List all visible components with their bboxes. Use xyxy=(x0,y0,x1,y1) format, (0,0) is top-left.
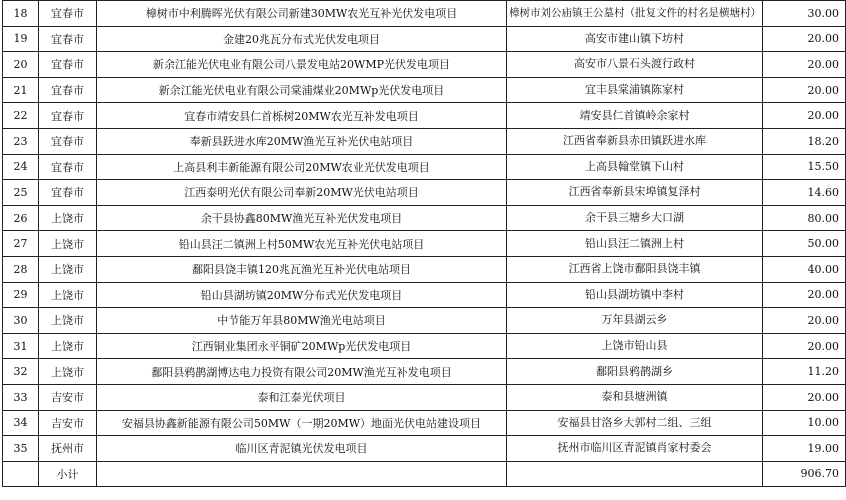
row-project-name: 临川区青泥镇光伏发电项目 xyxy=(97,436,507,462)
row-capacity: 15.50 xyxy=(763,154,846,180)
row-location: 泰和县塘洲镇 xyxy=(507,384,763,410)
row-city: 宜春市 xyxy=(39,77,97,103)
row-capacity: 20.00 xyxy=(763,333,846,359)
row-location: 安福县甘洛乡大郭村二组、三组 xyxy=(507,410,763,436)
row-number: 31 xyxy=(3,333,39,359)
table-row xyxy=(3,410,846,436)
row-capacity: 19.00 xyxy=(763,436,846,462)
row-capacity: 20.00 xyxy=(763,26,846,52)
row-number: 30 xyxy=(3,308,39,334)
row-number: 26 xyxy=(3,205,39,231)
table-row xyxy=(3,231,846,257)
table-row xyxy=(3,128,846,154)
row-city: 抚州市 xyxy=(39,436,97,462)
row-project-name: 江西泰明光伏有限公司奉新20MW光伏电站项目 xyxy=(97,180,507,206)
subtotal-row xyxy=(3,461,846,487)
row-location: 抚州市临川区青泥镇肖家村委会 xyxy=(507,436,763,462)
row-project-name: 江西铜业集团永平铜矿20MWp光伏发电项目 xyxy=(97,333,507,359)
row-number: 20 xyxy=(3,52,39,78)
row-city: 上饶市 xyxy=(39,359,97,385)
row-location: 江西省奉新县宋埠镇复泽村 xyxy=(507,180,763,206)
row-number: 21 xyxy=(3,77,39,103)
row-capacity: 20.00 xyxy=(763,282,846,308)
row-city: 上饶市 xyxy=(39,333,97,359)
subtotal-no-cell xyxy=(3,461,39,487)
row-location: 上饶市铅山县 xyxy=(507,333,763,359)
row-location: 宜丰县棠浦镇陈家村 xyxy=(507,77,763,103)
row-city: 吉安市 xyxy=(39,410,97,436)
row-number: 34 xyxy=(3,410,39,436)
row-capacity: 14.60 xyxy=(763,180,846,206)
row-capacity: 20.00 xyxy=(763,103,846,129)
row-number: 32 xyxy=(3,359,39,385)
table-row xyxy=(3,77,846,103)
table-row xyxy=(3,180,846,206)
table-row xyxy=(3,333,846,359)
row-project-name: 金建20兆瓦分布式光伏发电项目 xyxy=(97,26,507,52)
row-number: 24 xyxy=(3,154,39,180)
row-project-name: 上高县利丰新能源有限公司20MW农业光伏发电项目 xyxy=(97,154,507,180)
row-number: 25 xyxy=(3,180,39,206)
table-row xyxy=(3,308,846,334)
row-capacity: 11.20 xyxy=(763,359,846,385)
row-number: 28 xyxy=(3,256,39,282)
row-location: 高安市建山镇下坊村 xyxy=(507,26,763,52)
row-capacity: 50.00 xyxy=(763,231,846,257)
table-row xyxy=(3,103,846,129)
row-project-name: 新余江能光伏电业有限公司棠浦煤业20MWp光伏发电项目 xyxy=(97,77,507,103)
row-number: 18 xyxy=(3,1,39,27)
row-city: 吉安市 xyxy=(39,384,97,410)
row-city: 宜春市 xyxy=(39,103,97,129)
row-location: 鄱阳县鸦鹊湖乡 xyxy=(507,359,763,385)
table-row xyxy=(3,154,846,180)
row-capacity: 20.00 xyxy=(763,384,846,410)
project-table-body xyxy=(3,1,846,462)
row-city: 上饶市 xyxy=(39,205,97,231)
table-row xyxy=(3,205,846,231)
row-city: 宜春市 xyxy=(39,1,97,27)
table-row xyxy=(3,282,846,308)
row-capacity: 20.00 xyxy=(763,52,846,78)
row-project-name: 宜春市靖安县仁首栎树20MW农光互补发电项目 xyxy=(97,103,507,129)
row-capacity: 30.00 xyxy=(763,1,846,27)
row-city: 宜春市 xyxy=(39,180,97,206)
row-location: 江西省奉新县赤田镇跃进水库 xyxy=(507,128,763,154)
table-row xyxy=(3,256,846,282)
row-city: 上饶市 xyxy=(39,282,97,308)
table-row xyxy=(3,359,846,385)
row-capacity: 20.00 xyxy=(763,77,846,103)
row-project-name: 奉新县跃进水库20MW渔光互补光伏电站项目 xyxy=(97,128,507,154)
row-city: 宜春市 xyxy=(39,154,97,180)
row-project-name: 新余江能光伏电业有限公司八景发电站20WMP光伏发电项目 xyxy=(97,52,507,78)
table-row xyxy=(3,384,846,410)
row-capacity: 80.00 xyxy=(763,205,846,231)
row-number: 35 xyxy=(3,436,39,462)
subtotal-location-cell xyxy=(507,461,763,487)
row-location: 高安市八景石头渡行政村 xyxy=(507,52,763,78)
row-capacity: 18.20 xyxy=(763,128,846,154)
row-project-name: 樟树市中利腾晖光伏有限公司新建30MW农光互补光伏发电项目 xyxy=(97,1,507,27)
row-capacity: 10.00 xyxy=(763,410,846,436)
row-location: 江西省上饶市鄱阳县饶丰镇 xyxy=(507,256,763,282)
table-row xyxy=(3,26,846,52)
project-table xyxy=(2,0,846,487)
row-location: 铅山县湖坊镇中李村 xyxy=(507,282,763,308)
row-location: 樟树市刘公庙镇王公墓村（批复文件的村名是横塘村） xyxy=(507,1,763,27)
row-city: 宜春市 xyxy=(39,52,97,78)
row-project-name: 泰和江泰光伏项目 xyxy=(97,384,507,410)
row-project-name: 中节能万年县80MW渔光电站项目 xyxy=(97,308,507,334)
table-row xyxy=(3,436,846,462)
table-row xyxy=(3,1,846,27)
row-location: 靖安县仁首镇岭余家村 xyxy=(507,103,763,129)
row-city: 宜春市 xyxy=(39,128,97,154)
row-location: 铅山县汪二镇洲上村 xyxy=(507,231,763,257)
row-project-name: 鄱阳县饶丰镇120兆瓦渔光互补光伏电站项目 xyxy=(97,256,507,282)
row-city: 宜春市 xyxy=(39,26,97,52)
subtotal-capacity: 906.70 xyxy=(763,461,846,487)
row-number: 29 xyxy=(3,282,39,308)
row-city: 上饶市 xyxy=(39,308,97,334)
row-city: 上饶市 xyxy=(39,231,97,257)
row-project-name: 安福县协鑫新能源有限公司50MW（一期20MW）地面光伏电站建设项目 xyxy=(97,410,507,436)
row-number: 19 xyxy=(3,26,39,52)
row-city: 上饶市 xyxy=(39,256,97,282)
row-location: 上高县翰堂镇下山村 xyxy=(507,154,763,180)
row-capacity: 20.00 xyxy=(763,308,846,334)
row-location: 万年县湖云乡 xyxy=(507,308,763,334)
row-capacity: 40.00 xyxy=(763,256,846,282)
subtotal-label: 小计 xyxy=(39,461,97,487)
row-number: 22 xyxy=(3,103,39,129)
row-number: 23 xyxy=(3,128,39,154)
row-number: 27 xyxy=(3,231,39,257)
row-project-name: 鄱阳县鸦鹊湖博达电力投资有限公司20MW渔光互补发电项目 xyxy=(97,359,507,385)
row-project-name: 余干县协鑫80MW渔光互补光伏发电项目 xyxy=(97,205,507,231)
row-location: 余干县三塘乡大口湖 xyxy=(507,205,763,231)
row-project-name: 铅山县汪二镇洲上村50MW农光互补光伏电站项目 xyxy=(97,231,507,257)
row-number: 33 xyxy=(3,384,39,410)
table-row xyxy=(3,52,846,78)
subtotal-project-cell xyxy=(97,461,507,487)
row-project-name: 铅山县湖坊镇20MW分布式光伏发电项目 xyxy=(97,282,507,308)
